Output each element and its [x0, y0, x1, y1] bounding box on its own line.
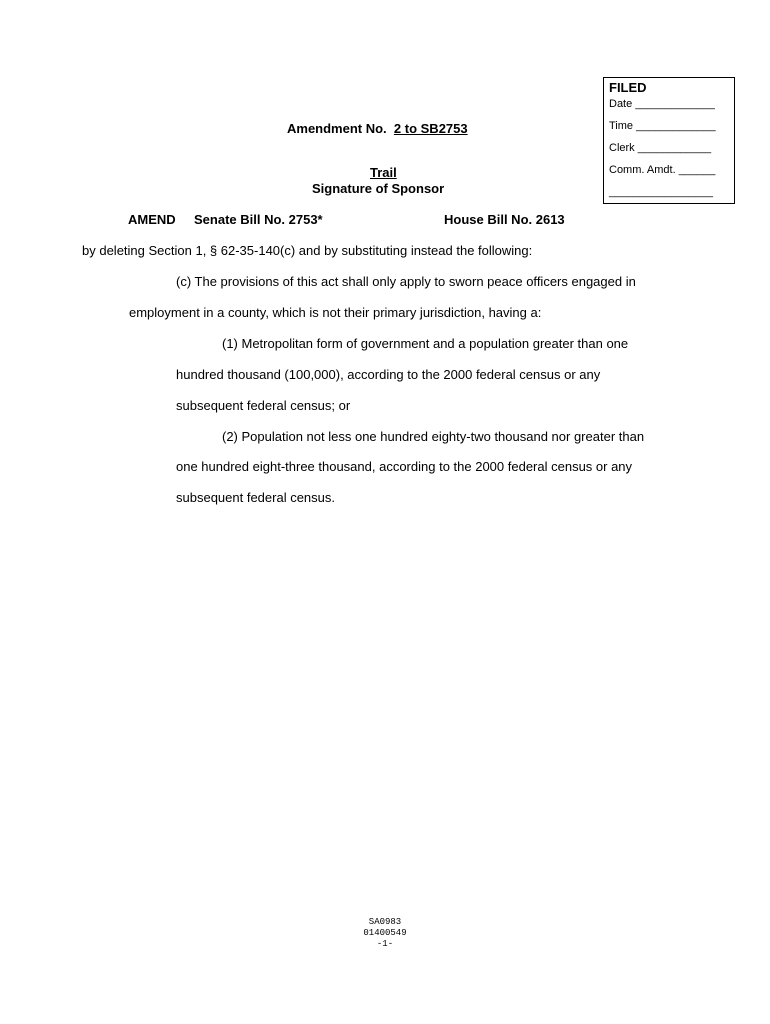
filed-clerk-line	[609, 142, 711, 154]
senate-bill-number: Senate Bill No. 2753*	[194, 212, 323, 227]
filed-date-line	[609, 98, 715, 110]
item2-line1: (2) Population not less one hundred eighty-two thousand nor greater than	[222, 429, 645, 444]
amendment-number	[287, 121, 468, 136]
house-bill-number: House Bill No. 2613	[444, 212, 565, 227]
filed-time-label: Time	[609, 120, 634, 132]
filed-comm-label: Comm. Amdt.	[609, 164, 676, 176]
filed-stamp-box	[603, 77, 735, 204]
paragraph-c-line1: (c) The provisions of this act shall only apply to sworn peace officers engaged in	[176, 274, 636, 289]
footer-code-1: SA0983	[368, 917, 402, 927]
item2-line2: one hundred eight-three thousand, according to the 2000 federal census or any	[176, 459, 633, 474]
item1-line2: hundred thousand (100,000), according to the 2000 federal census or any	[176, 367, 601, 382]
item1-line3: subsequent federal census; or	[176, 398, 351, 413]
item2-line3: subsequent federal census.	[176, 490, 335, 505]
filed-clerk-label: Clerk	[609, 142, 635, 154]
filed-date-label: Date	[609, 98, 633, 110]
filed-time-line	[609, 120, 716, 132]
intro-paragraph: by deleting Section 1, § 62-35-140(c) and by substituting instead the following:	[82, 243, 533, 258]
paragraph-c-line2: employment in a county, which is not their primary jurisdiction, having a:	[129, 305, 542, 320]
filed-comm-blank: ______	[678, 164, 716, 176]
filed-signature-line: _________________	[609, 186, 714, 198]
amend-label: AMEND	[128, 212, 176, 227]
filed-comm-line	[609, 164, 715, 176]
amendment-value: 2 to SB2753	[393, 121, 468, 136]
page-number: -1-	[376, 939, 394, 949]
filed-date-blank: _____________	[635, 98, 715, 110]
filed-time-blank: _____________	[636, 120, 716, 132]
item1-line1: (1) Metropolitan form of government and a population greater than one	[222, 336, 629, 351]
filed-clerk-blank: ____________	[637, 142, 712, 154]
sponsor-caption: Signature of Sponsor	[312, 181, 445, 196]
sponsor-name: Trail	[370, 165, 397, 180]
footer-code-2: 01400549	[363, 928, 407, 938]
filed-title: FILED	[609, 80, 647, 95]
amendment-label: Amendment No.	[287, 121, 387, 136]
